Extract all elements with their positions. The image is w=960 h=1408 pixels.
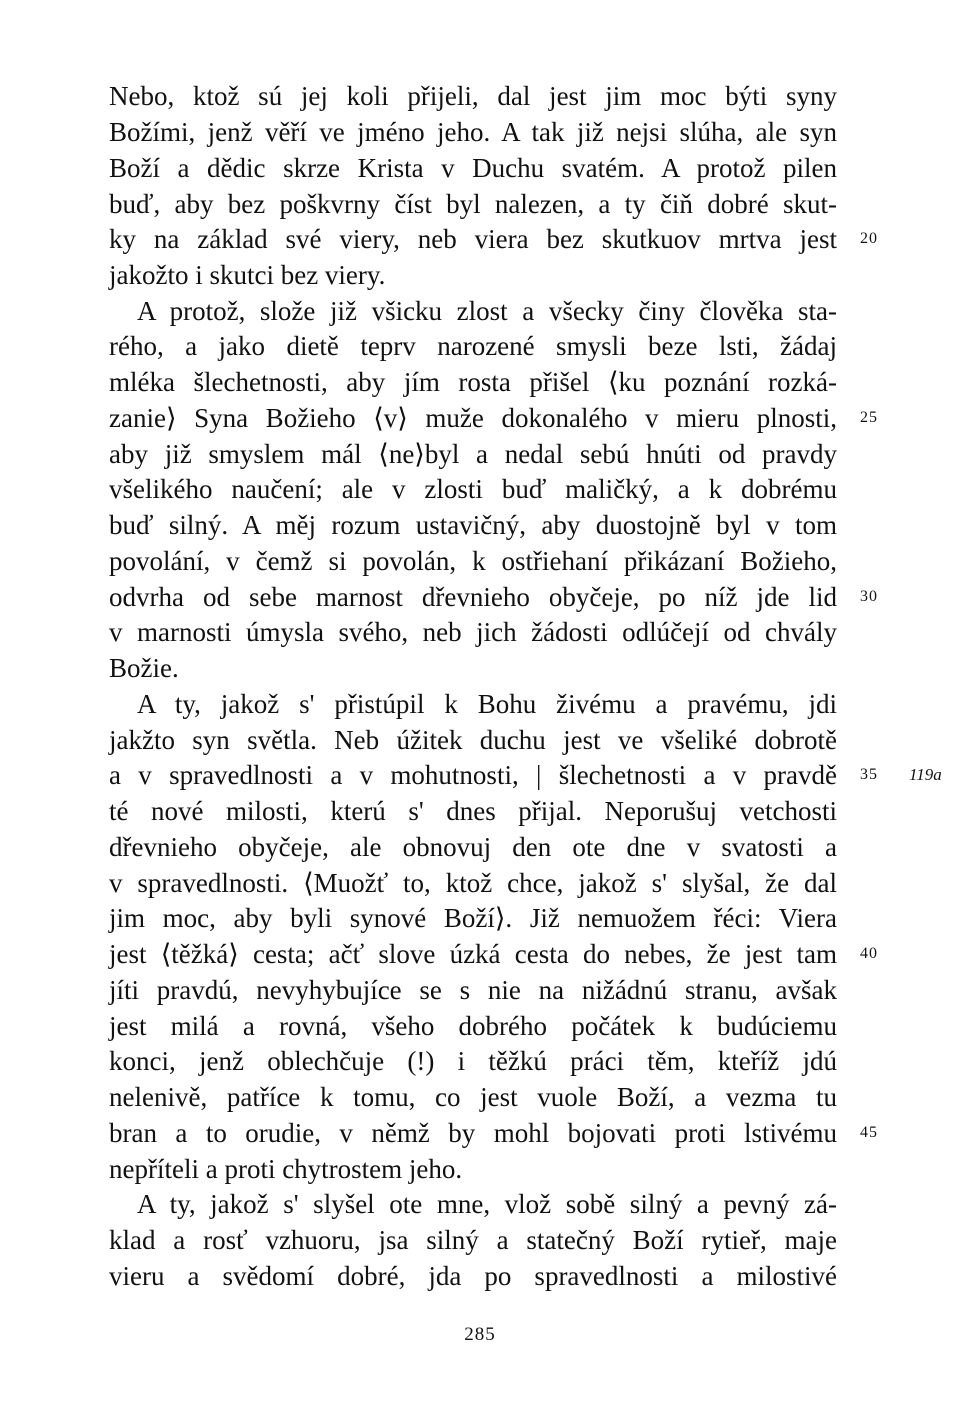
line-number: 30 xyxy=(860,588,878,605)
text-line: Boží a dědic skrze Krista v Duchu svatém. A protož pilen xyxy=(109,153,837,183)
text-line: v marnosti úmysla svého, neb jich žádosti odlúčejí od chvály xyxy=(109,617,837,647)
text-line: A ty, jakož s' slyšel ote mne, vlož sobě silný a pevný zá- xyxy=(137,1189,837,1219)
text-line: buď silný. A měj rozum ustavičný, aby duostojně byl v tom xyxy=(109,510,837,540)
text-line: A ty, jakož s' přistúpil k Bohu živému a pravému, jdi xyxy=(137,689,837,719)
text-line: jest milá a rovná, všeho dobrého počátek k budúciemu xyxy=(109,1011,837,1041)
text-line: mléka šlechetnosti, aby jím rosta přišel ⟨ku poznání rozká- xyxy=(109,367,837,397)
text-line: povolání, v čemž si povolán, k ostřiehaní přikázaní Božieho, xyxy=(109,546,837,576)
line-number: 40 xyxy=(860,945,878,962)
text-line: aby již smyslem mál ⟨ne⟩byl a nedal sebú hnúti od pravdy xyxy=(109,439,837,469)
text-line: té nové milosti, kterú s' dnes přijal. Neporušuj vetchosti xyxy=(109,796,837,826)
text-line: dřevnieho obyčeje, ale obnovuj den ote dne v svatosti a xyxy=(109,832,837,862)
text-line: Božie. xyxy=(109,653,179,683)
text-line: jakožto i skutci bez viery. xyxy=(109,260,386,290)
text-line: všelikého naučení; ale v zlosti buď maličký, a k dobrému xyxy=(109,474,837,504)
text-line: jíti pravdú, nevyhybujíce se s nie na nižádnú stranu, avšak xyxy=(109,975,837,1005)
text-line: ky na základ své viery, neb viera bez skutkuov mrtva jest xyxy=(109,224,837,254)
text-line: vieru a svědomí dobré, jda po spravedlnosti a milostivé xyxy=(109,1261,837,1291)
text-line: odvrha od sebe marnost dřevnieho obyčeje, po níž jde lid xyxy=(109,582,837,612)
text-line: nelenivě, patříce k tomu, co jest vuole Boží, a vezma tu xyxy=(109,1082,837,1112)
text-line: bran a to orudie, v němž by mohl bojovati proti lstivému xyxy=(109,1118,837,1148)
text-line: Nebo, ktož sú jej koli přijeli, dal jest jim moc býti syny xyxy=(109,81,837,111)
text-line: klad a rosť vzhuoru, jsa silný a statečný Boží rytieř, maje xyxy=(109,1225,837,1255)
text-line: jakžto syn světla. Neb úžitek duchu jest ve všeliké dobrotě xyxy=(109,725,837,755)
line-number: 20 xyxy=(860,230,878,247)
text-line: Božími, jenž věří ve jméno jeho. A tak již nejsi slúha, ale syn xyxy=(109,117,837,147)
text-line: buď, aby bez poškvrny číst byl nalezen, a ty čiň dobré skut- xyxy=(109,189,837,219)
text-line: A protož, slože již všicku zlost a všecky činy člověka sta- xyxy=(137,296,837,326)
text-line: a v spravedlnosti a v mohutnosti, | šlechetnosti a v pravdě xyxy=(109,760,837,790)
text-line: jest ⟨těžká⟩ cesta; ačť slove úzká cesta do nebes, že jest tam xyxy=(109,939,837,969)
text-line: nepříteli a proti chytrostem jeho. xyxy=(109,1154,463,1184)
folio-marker: 119a xyxy=(909,765,942,784)
line-number: 45 xyxy=(860,1124,878,1141)
text-line: zanie⟩ Syna Božieho ⟨v⟩ muže dokonalého v mieru plnosti, xyxy=(109,403,837,433)
page-number: 285 xyxy=(464,1324,496,1345)
text-line: jim moc, aby byli synové Boží⟩. Již nemuožem řéci: Viera xyxy=(109,903,837,933)
text-line: v spravedlnosti. ⟨Muožť to, ktož chce, jakož s' slyšal, že dal xyxy=(109,868,837,898)
line-number: 35 xyxy=(860,766,878,783)
text-line: konci, jenž oblechčuje (!) i těžkú práci těm, kteříž jdú xyxy=(109,1046,837,1076)
line-number: 25 xyxy=(860,409,878,426)
text-line: rého, a jako dietě teprv narozené smysli beze lsti, žádaj xyxy=(109,331,837,361)
